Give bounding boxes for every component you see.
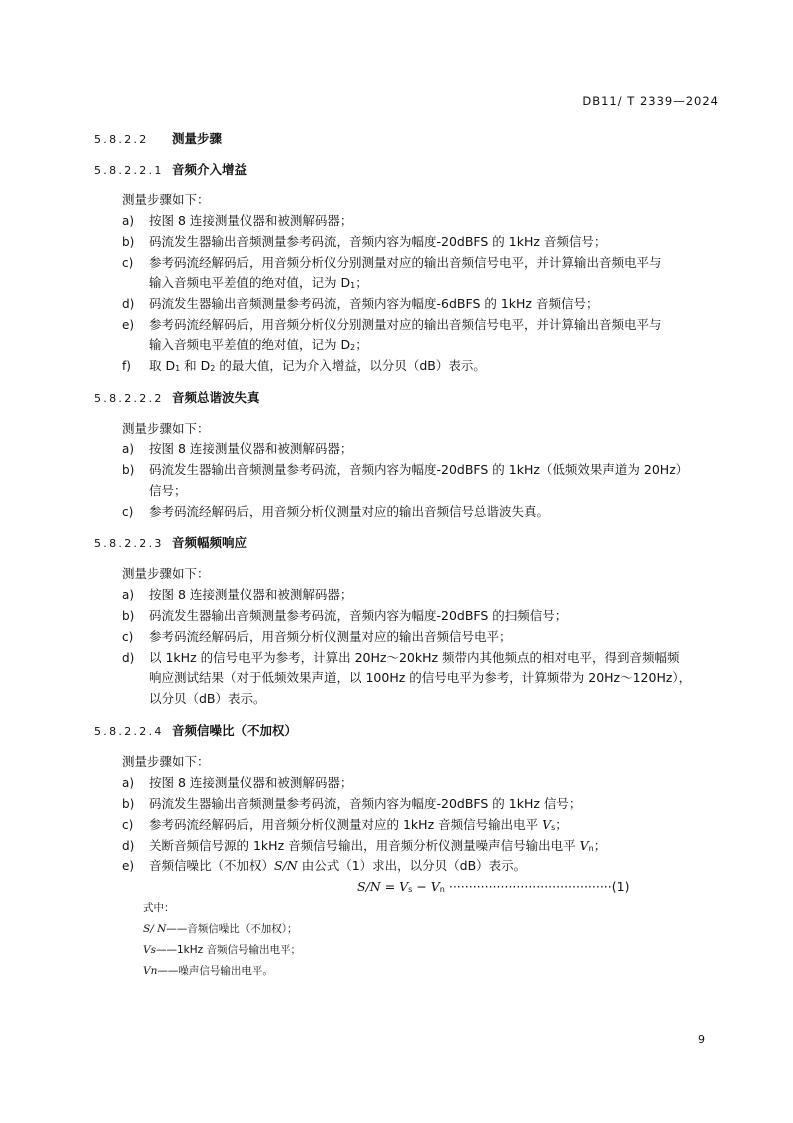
- steps-intro: 测量步骤如下：: [122, 754, 210, 769]
- item-text: 码流发生器输出音频测量参考码流，音频内容为幅度-6dBFS 的 1kHz 音频信号；: [149, 296, 599, 311]
- list-item: [122, 608, 567, 624]
- list-item: [122, 504, 549, 520]
- where-row: Vn——噪声信号输出电平。: [143, 965, 273, 977]
- section-heading: [94, 723, 297, 740]
- section-number: 5.8.2.2.1: [94, 164, 164, 177]
- item-marker: c): [122, 630, 134, 644]
- section-title: 音频总谐波失真: [172, 390, 260, 405]
- section-title: 音频介入增益: [172, 162, 248, 177]
- item-marker: d): [122, 651, 135, 665]
- steps-intro: 测量步骤如下：: [122, 566, 210, 581]
- list-item: f) 取 D1 和 D2 的最大值，记为介入增益，以分贝（dB）表示。: [122, 358, 486, 373]
- list-item: d) 关断音频信号源的 1kHz 音频信号输出，用音频分析仪测量噪声信号输出电平 Vn；: [122, 838, 607, 853]
- item-text: 码流发生器输出音频测量参考码流，音频内容为幅度-20dBFS 的扫频信号；: [149, 608, 568, 623]
- list-item: c) 参考码流经解码后，用音频分析仪测量对应的 1kHz 音频信号输出电平 Vs；: [122, 817, 568, 832]
- section-heading: [94, 535, 247, 552]
- item-continuation: 以分贝（dB）表示。: [149, 691, 266, 706]
- section-number: 5.8.2.2.2: [94, 392, 164, 405]
- item-continuation: 响应测试结果（对于低频效果声道，以 100Hz 的信号电平为参考，计算频带为 20Hz～120Hz），: [149, 670, 692, 685]
- section-number: 5.8.2.2: [94, 133, 149, 146]
- item-text: 码流发生器输出音频测量参考码流，音频内容为幅度-20dBFS 的 1kHz（低频效果声道为 20Hz）: [149, 462, 689, 477]
- formula-leader-dots: ·········································: [444, 879, 612, 894]
- item-marker: a): [122, 776, 135, 790]
- item-marker: c): [122, 505, 134, 519]
- section-heading: [94, 131, 222, 148]
- list-item: e) 音频信噪比（不加权）S/N 由公式（1）求出，以分贝（dB）表示。: [122, 858, 527, 873]
- item-marker: e): [122, 859, 135, 873]
- item-text: 按图 8 连接测量仪器和被测解码器；: [149, 775, 353, 790]
- list-item: [122, 255, 662, 271]
- formula-equation: S/N = Vs − Vn ·········································(1): [357, 879, 630, 894]
- item-text: 以 1kHz 的信号电平为参考，计算出 20Hz～20kHz 频带内其他频点的相对电平，得到音频幅频: [149, 650, 680, 665]
- steps-intro: 测量步骤如下：: [122, 421, 210, 436]
- where-row: S/ N——音频信噪比（不加权）；: [143, 923, 298, 935]
- item-continuation: 输入音频电平差值的绝对值，记为 D1；: [149, 275, 368, 290]
- list-item: [122, 587, 352, 603]
- item-text: 码流发生器输出音频测量参考码流，音频内容为幅度-20dBFS 的 1kHz 音频信号；: [149, 234, 607, 249]
- item-text: 码流发生器输出音频测量参考码流，音频内容为幅度-20dBFS 的 1kHz 信号；: [149, 796, 582, 811]
- item-marker: e): [122, 318, 135, 332]
- where-row: Vs——1kHz 音频信号输出电平；: [143, 944, 301, 956]
- item-marker: f): [122, 359, 131, 373]
- formula-lhs: S/N: [357, 879, 381, 894]
- steps-intro: 测量步骤如下：: [122, 192, 210, 207]
- item-marker: a): [122, 442, 135, 456]
- item-marker: b): [122, 463, 135, 477]
- where-title: 式中：: [143, 902, 175, 914]
- page-number: 9: [698, 1033, 705, 1046]
- list-item: [122, 775, 352, 791]
- list-item: [122, 441, 352, 457]
- list-item: [122, 796, 581, 812]
- item-text: 参考码流经解码后，用音频分析仪分别测量对应的输出音频信号电平，并计算输出音频电平与: [149, 317, 662, 332]
- list-item: [122, 629, 512, 645]
- item-marker: d): [122, 839, 135, 853]
- list-item: [122, 317, 662, 333]
- item-continuation: 输入音频电平差值的绝对值，记为 D2；: [149, 337, 368, 352]
- document-code: DB11/ T 2339—2024: [582, 94, 719, 108]
- list-item: [122, 213, 352, 229]
- list-item: [122, 234, 606, 250]
- item-text: 按图 8 连接测量仪器和被测解码器；: [149, 587, 353, 602]
- section-title: 测量步骤: [172, 131, 223, 146]
- formula-number: (1): [611, 879, 630, 894]
- item-text: 按图 8 连接测量仪器和被测解码器；: [149, 213, 353, 228]
- item-marker: b): [122, 609, 135, 623]
- list-item: [122, 462, 688, 478]
- section-heading: [94, 162, 247, 179]
- item-marker: b): [122, 235, 135, 249]
- section-heading: [94, 390, 260, 407]
- item-marker: a): [122, 214, 135, 228]
- list-item: [122, 296, 598, 312]
- section-number: 5.8.2.2.4: [94, 725, 164, 738]
- item-marker: b): [122, 797, 135, 811]
- item-text: 参考码流经解码后，用音频分析仪测量对应的输出音频信号总谐波失真。: [149, 504, 550, 519]
- section-title: 音频信噪比（不加权）: [172, 723, 298, 738]
- item-text: 参考码流经解码后，用音频分析仪分别测量对应的输出音频信号电平，并计算输出音频电平与: [149, 255, 662, 270]
- item-marker: a): [122, 588, 135, 602]
- item-marker: c): [122, 256, 134, 270]
- item-marker: d): [122, 297, 135, 311]
- list-item: [122, 650, 680, 666]
- section-title: 音频幅频响应: [172, 535, 248, 550]
- item-text: 按图 8 连接测量仪器和被测解码器；: [149, 441, 353, 456]
- item-text: 参考码流经解码后，用音频分析仪测量对应的输出音频信号电平；: [149, 629, 512, 644]
- section-number: 5.8.2.2.3: [94, 537, 164, 550]
- item-continuation: 信号；: [149, 483, 187, 498]
- item-marker: c): [122, 818, 134, 832]
